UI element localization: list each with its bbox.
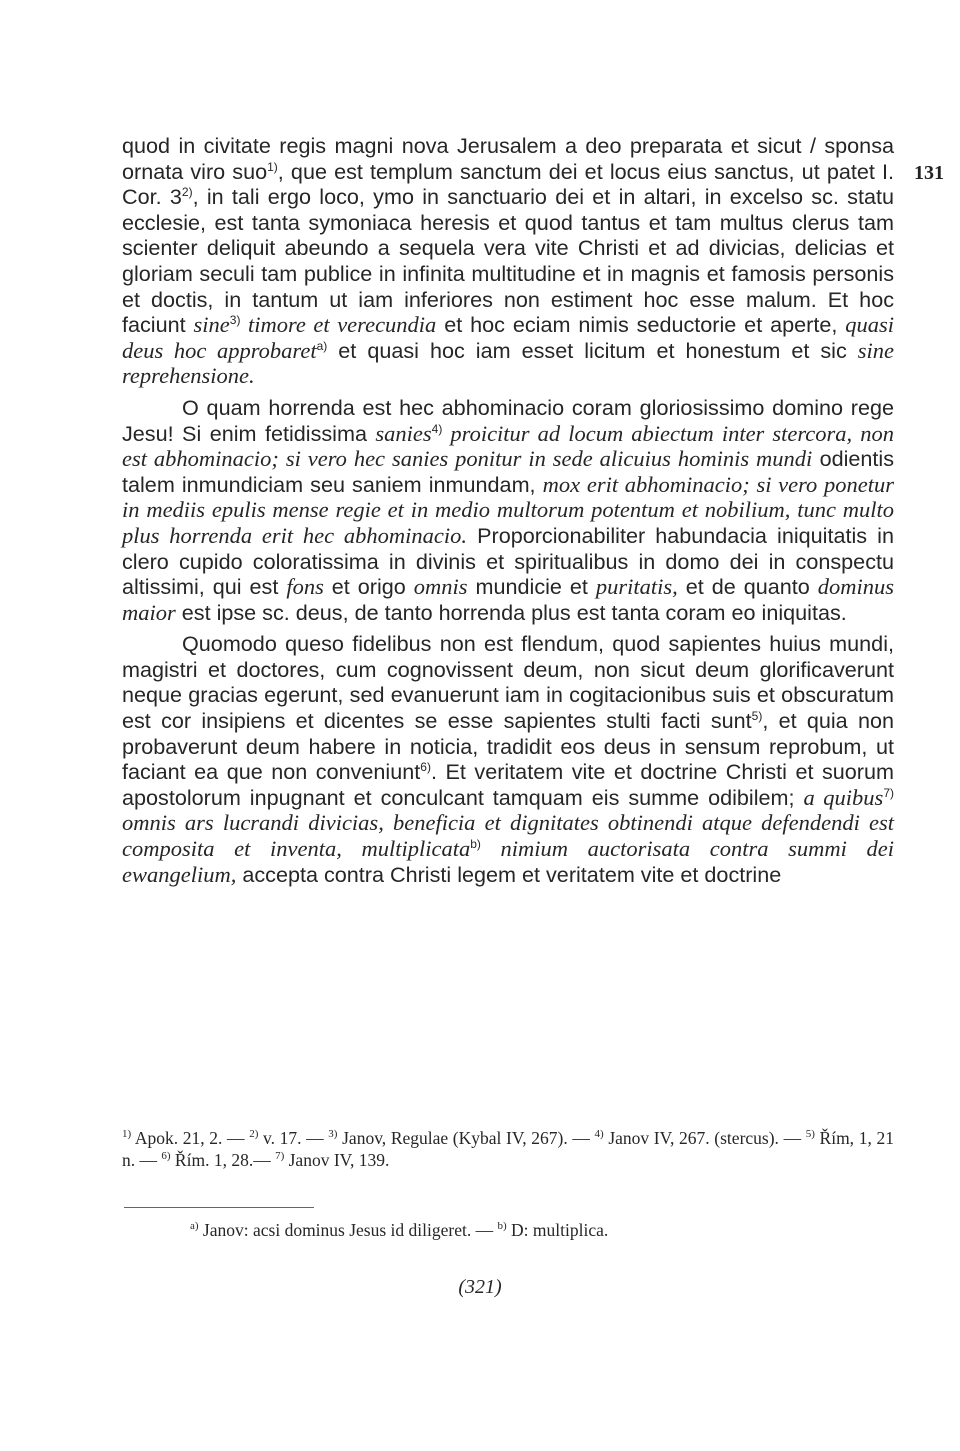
italic-run: a quibus [803, 784, 884, 810]
text-run: , in tali ergo loco, ymo in sanctuario dei et in altari, in excelso sc. statu ecclesie, est tanta symoniaca heresis et quod tantus et tam multus clerus tam scienter deliquit abeundo a sequela vera vite Christi et ad divicias, delicias et gloriam seculi tam publice in infinita multitudine et in magnis et famosis personis et doctis, in tantum ut iam inferiores non estiment hoc esse malum. Et hoc faciunt [122, 184, 894, 338]
footnote-text: Řím, 1, 21 n. — [122, 1128, 894, 1170]
italic-run: sine reprehensione. [122, 337, 895, 389]
italic-run: fons [286, 574, 324, 600]
footnote-ref: 6) [420, 760, 431, 775]
text-run: et quasi hoc iam esset licitum et honestum et sic [327, 337, 858, 363]
footnote-ref: 1) [267, 159, 278, 174]
footnote-text: Apok. 21, 2. — [131, 1128, 250, 1148]
text-run: , que est templum sanctum dei et locus eius sanctus, ut patet I. Cor. 3 [122, 158, 894, 210]
footnote-text: Janov IV, 267. (stercus). — [603, 1128, 806, 1148]
text-run: quod in civitate regis magni nova Jerusalem a deo preparata et sicut / sponsa ornata viro suo [122, 133, 894, 184]
paragraph-3 [122, 631, 894, 887]
footnote-marker: 3) [328, 1128, 338, 1141]
footnote-ref: 7) [883, 785, 894, 800]
text-run: et origo [323, 574, 414, 600]
text-run: odientis talem inmundiciam seu saniem inmundam, [122, 446, 894, 497]
main-text [122, 133, 894, 887]
text-run: , et quia non probaverunt deum habere in noticia, tradidit eos deus in sensum reprobum, ut faciant ea que non conveniunt [122, 708, 894, 785]
footnote-ref: 5) [751, 708, 763, 723]
footnote-ref: 2) [181, 185, 193, 199]
italic-run: mox erit abhominacio; si vero ponetur in mediis epulis mense regie et in medio multorum potentum et nobilium, tunc multo plus horrenda erit hec abhominacio. [122, 471, 894, 548]
text-run: mundicie et [467, 574, 596, 600]
footnote-ref: 4) [431, 421, 443, 436]
italic-run: puritatis, [595, 574, 678, 600]
italic-run: sine [193, 312, 230, 338]
text-run: . Et veritatem vite et doctrine Christi et suorum apostolorum inpugnant et conculcant tamquam eis summe odibilem; [122, 759, 894, 810]
footnote-marker: 5) [805, 1128, 815, 1141]
page-number: (321) [458, 1276, 502, 1298]
footnote-marker: 1) [122, 1128, 132, 1141]
italic-run: omnis ars lucrandi divicias, beneficia et dignitates obtinendi atque defendendi est composita et inventa, multiplicata [122, 810, 894, 862]
text-run: O quam horrenda est hec abhominacio coram gloriosissimo domino rege Jesu! Si enim fetidissima [122, 394, 894, 446]
variant-text: Janov: acsi dominus Jesus id diligeret. — [198, 1220, 498, 1240]
variant-marker: b) [497, 1220, 507, 1233]
footnote-divider [124, 1207, 314, 1208]
footnote-text: v. 17. — [258, 1128, 329, 1148]
variant-text: D: multiplica. [506, 1220, 609, 1240]
footnote-ref: 3) [229, 312, 241, 327]
italic-run: timore et verecundia [240, 312, 437, 338]
text-run: Proporcionabiliter habundacia iniquitatis in clero cupido coloratissima in divinis et spiritualibus in domo dei in conspectu altissimi, qui est [122, 522, 894, 600]
text-run: est ipse sc. deus, de tanto horrenda plus est tanta coram eo iniquitas. [175, 599, 847, 625]
italic-run: proicitur ad locum abiectum inter stercora, non est abhominacio; si vero hec sanies ponitur in sede alicuius hominis mundi [122, 420, 894, 472]
footnote-text: Řím. 1, 28.— [170, 1150, 276, 1170]
italic-run: nimium auctorisata contra summi dei ewangelium, [122, 836, 894, 887]
margin-page-number: 131 [914, 162, 944, 184]
text-run: et hoc eciam nimis seductorie et aperte, [436, 312, 846, 338]
text-run: accepta contra Christi legem et veritatem vite et doctrine [236, 861, 782, 887]
italic-run: sanies [375, 420, 432, 446]
variant-ref: b) [470, 836, 481, 851]
variant-ref: a) [316, 338, 328, 353]
footnote-marker: 7) [275, 1150, 285, 1163]
text-run: Quomodo queso fidelibus non est flendum, quod sapientes huius mundi, magistri et doctores, cum cognovissent deum, non sicut deum glorificaverunt neque gracias egerunt, sed evanuerunt iam in cogitacionibus suis et obscuratum est cor insipiens et dicentes se esse sapientes stulti facti sunt [122, 631, 894, 734]
variant-marker: a) [190, 1220, 199, 1233]
text-run: et de quanto [677, 574, 818, 600]
footnote-text: Janov IV, 139. [284, 1150, 390, 1170]
italic-run: quasi deus hoc approbaret [122, 312, 894, 363]
italic-run: dominus maior [122, 574, 894, 625]
footnote-marker: 4) [594, 1128, 604, 1141]
italic-run: omnis [413, 574, 468, 600]
footnote-text: Janov, Regulae (Kybal IV, 267). — [337, 1128, 595, 1148]
footnotes [122, 1127, 894, 1171]
footnote-marker: 2) [249, 1128, 259, 1141]
textual-variants [190, 1219, 608, 1241]
paragraph-2 [122, 395, 894, 625]
footnote-marker: 6) [161, 1150, 171, 1163]
paragraph-1 [122, 133, 894, 389]
